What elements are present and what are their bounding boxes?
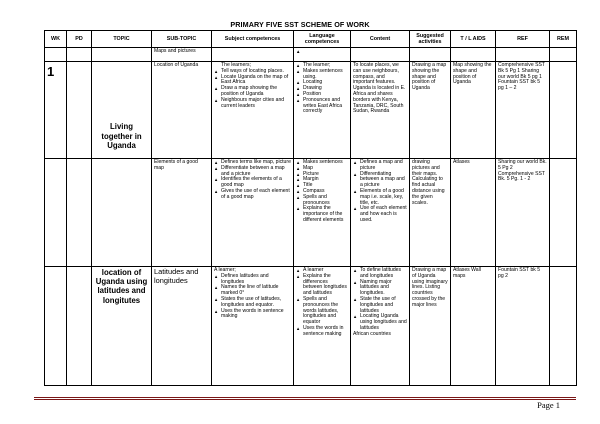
table-row <box>45 267 577 386</box>
topic-cell: location of Uganda using latitudes and longitutes <box>92 267 152 386</box>
language-competences-cell <box>294 159 351 267</box>
content-cell: To locate places, we can use neighbours, compass, and important features. Uganda is located in E. Africa and shares borders with Kenya, Tanzania, DRC, South Sudan, Rwanda <box>351 62 410 159</box>
header-suggested-activities: Suggested activities <box>410 31 451 48</box>
list-item: ▲ Uses the words in sentence making <box>214 309 291 321</box>
list-item: The learners; <box>221 62 252 68</box>
footer-rule <box>34 397 576 398</box>
header-ref: REF <box>496 31 550 48</box>
list-item: ▲ Defines a map and picture <box>353 160 407 172</box>
header-pd: PD <box>67 31 92 48</box>
header-rem: REM <box>550 31 577 48</box>
content-cell <box>351 267 410 386</box>
list-item: ▲ Margin <box>296 177 348 183</box>
aids-cell: Map showing the shape and position of Uganda <box>451 62 496 159</box>
list-item: ▲ Elements of a good map i.e. scale, key, title, etc. <box>353 189 407 206</box>
activities-cell: drawing pictures and their maps. Calculating to find actual distance using the given scales. <box>410 159 451 267</box>
subtopic-cell: Elements of a good map <box>152 159 212 267</box>
list-item: ▲ Compass <box>296 189 348 195</box>
list-item: ▲ Spells and pronounces the words latitudes, longitudes and equator <box>296 297 348 326</box>
language-cell: ▲ <box>294 48 351 62</box>
topic-cell: Living together in Uganda <box>92 62 152 159</box>
table-row <box>45 48 577 62</box>
list-item: ▲ Title <box>296 183 348 189</box>
list-item: ▲ Defines latitudes and longitudes <box>214 274 291 286</box>
page-title: PRIMARY FIVE SST SCHEME OF WORK <box>230 20 370 29</box>
list-item: ▲ The learner; <box>296 63 348 69</box>
language-competences-cell <box>294 267 351 386</box>
header-row <box>45 31 577 48</box>
list-item: ▲ Locating Uganda using longitudes and latitudes <box>353 314 407 331</box>
ref-cell: Comprehensive SST Bk 5 Pg 1 Sharing our world Bk 5 pg 1 Fountain SST bk 5 pg 1 – 2 <box>496 62 550 159</box>
header-subject-competences: Subject competences <box>212 31 294 48</box>
subject-competences-cell <box>212 62 294 159</box>
aids-cell: Atlases <box>451 159 496 267</box>
subject-intro: A learner; <box>214 267 236 273</box>
list-item: ▲ Naming major latitudes and longitudes. <box>353 280 407 297</box>
list-item: ▲ Explains the importance of the different elements <box>296 206 348 223</box>
activities-cell: Drawing a map showing the shape and position of Uganda <box>410 62 451 159</box>
list-item: ▲ Differentiating between a map and a picture <box>353 172 407 189</box>
list-item: ▲ Makes sentences <box>296 160 348 166</box>
header-topic: TOPIC <box>92 31 152 48</box>
list-item: ▲ Draw a map showing the position of Uganda <box>214 86 291 98</box>
activities-cell: Drawing a map of Uganda using imaginary lines. Listing countries crossed by the major lines <box>410 267 451 386</box>
subtopic-cell: Location of Uganda <box>152 62 212 159</box>
list-item: ▲ Differentiate between a map and a picture <box>214 166 291 178</box>
subject-competences-cell <box>212 159 294 267</box>
table-row <box>45 159 577 267</box>
list-item: ▲ Use of each element and how each is used. <box>353 206 407 223</box>
list-item: ▲ Explains the differences between longitudes and latitudes <box>296 274 348 297</box>
list-item: ▲ Identifies the elements of a good map <box>214 177 291 189</box>
content-tail: African countries <box>353 330 391 337</box>
list-item: ▲ Names the line of latitude marked 0° <box>214 285 291 297</box>
list-item: ▲ Map <box>296 166 348 172</box>
header-language-competences: Language competences <box>294 31 351 48</box>
list-item: ▲ Uses the words in sentence making <box>296 326 348 338</box>
subtopic-cell: Maps and pictures <box>152 48 212 62</box>
list-item: ▲ Locating <box>296 80 348 86</box>
list-item: ▲ States the use of latitudes, longitudes and equator. <box>214 297 291 309</box>
list-item: ▲ Picture <box>296 172 348 178</box>
subject-competences-cell <box>212 267 294 386</box>
list-item: ▲ Defines terms like map, picture <box>214 160 291 166</box>
header-subtopic: SUB-TOPIC <box>152 31 212 48</box>
list-item: ▲ State the use of longitudes and latitudes <box>353 297 407 314</box>
list-item: ▲ Makes sentences using. <box>296 69 348 81</box>
list-item: ▲ To define latitudes and longitudes <box>353 268 407 280</box>
ref-cell: Sharing our world Bk. 5 Pg 2 Comprehensive SST Bk. 5 Pg. 1 - 2 <box>496 159 550 267</box>
header-tl-aids: T / L AIDS <box>451 31 496 48</box>
list-item: ▲ Gives the use of each element of a good map <box>214 189 291 201</box>
week-cell <box>45 62 67 159</box>
scheme-of-work-table <box>44 30 577 386</box>
list-item: ▲ Spells and pronounces <box>296 195 348 207</box>
header-wk: WK <box>45 31 67 48</box>
table-row <box>45 62 577 159</box>
page-number: Page 1 <box>537 400 560 410</box>
week-number: 1 <box>47 64 55 79</box>
list-item: ▲ A learner <box>296 268 348 274</box>
list-item: ▲ Pronounces and writes East Africa correctly <box>296 98 348 115</box>
content-cell <box>351 159 410 267</box>
ref-cell: Fountain SST bk 5 pg 2 <box>496 267 550 386</box>
footer-rule-thin <box>34 399 576 400</box>
language-competences-cell <box>294 62 351 159</box>
list-item: ▲ Position <box>296 92 348 98</box>
list-item: ▲ Locate Uganda on the map of East Africa <box>214 75 291 87</box>
subtopic-cell: Latitudes and longitudes <box>152 267 212 386</box>
list-item: ▲ Tell ways of locating places. <box>214 69 291 75</box>
list-item: ▲ Drawing <box>296 86 348 92</box>
list-item: ▲ Neighbours major cities and current leaders <box>214 98 291 110</box>
aids-cell: Atlases Wall maps <box>451 267 496 386</box>
header-content: Content <box>351 31 410 48</box>
